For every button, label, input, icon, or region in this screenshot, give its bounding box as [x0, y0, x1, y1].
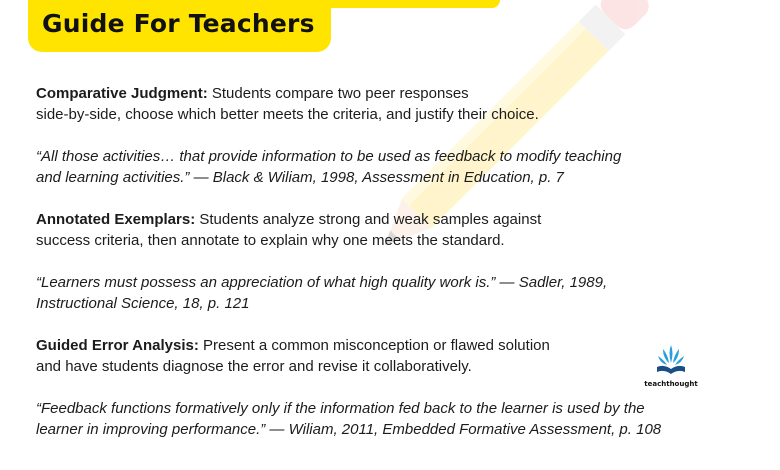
strategy-text: side-by-side, choose which better meets the criteria, and justify their choice.	[36, 106, 539, 123]
strategy-text: Students analyze strong and weak samples against	[195, 211, 542, 228]
strategy-comparative-judgment	[36, 83, 736, 125]
strategy-annotated-exemplars	[36, 209, 736, 251]
page-title: Guide For Teachers	[42, 9, 315, 38]
strategy-term: Comparative Judgment:	[36, 85, 208, 102]
quote-text: learner in improving performance.” — Wiliam, 2011, Embedded Formative Assessment, p. 108	[36, 421, 662, 438]
quote-black-wiliam	[36, 146, 736, 188]
strategy-guided-error-analysis	[36, 335, 736, 377]
teachthought-logo	[636, 341, 706, 388]
strategy-term: Guided Error Analysis:	[36, 337, 199, 354]
quote-wiliam	[36, 398, 736, 440]
logo-wordmark: teachthought	[644, 380, 698, 388]
quote-text: Instructional Science, 18, p. 121	[36, 295, 250, 312]
book-flame-icon	[654, 341, 688, 377]
quote-sadler	[36, 272, 736, 314]
quote-text: “All those activities… that provide information to be used as feedback to modify teaching	[36, 148, 622, 165]
header-banner	[28, 0, 331, 52]
strategy-text: Present a common misconception or flawed solution	[198, 337, 550, 354]
quote-text: and learning activities.” — Black & Wiliam, 1998, Assessment in Education, p. 7	[36, 169, 564, 186]
content	[36, 83, 736, 440]
strategy-text: Students compare two peer responses	[207, 85, 469, 102]
strategy-text: and have students diagnose the error and revise it collaboratively.	[36, 358, 472, 375]
quote-text: “Feedback functions formatively only if the information fed back to the learner is used by the	[36, 400, 645, 417]
strategy-text: success criteria, then annotate to explain why one meets the standard.	[36, 232, 505, 249]
strategy-term: Annotated Exemplars:	[36, 211, 196, 228]
quote-text: “Learners must possess an appreciation of what high quality work is.” — Sadler, 1989,	[36, 274, 608, 291]
